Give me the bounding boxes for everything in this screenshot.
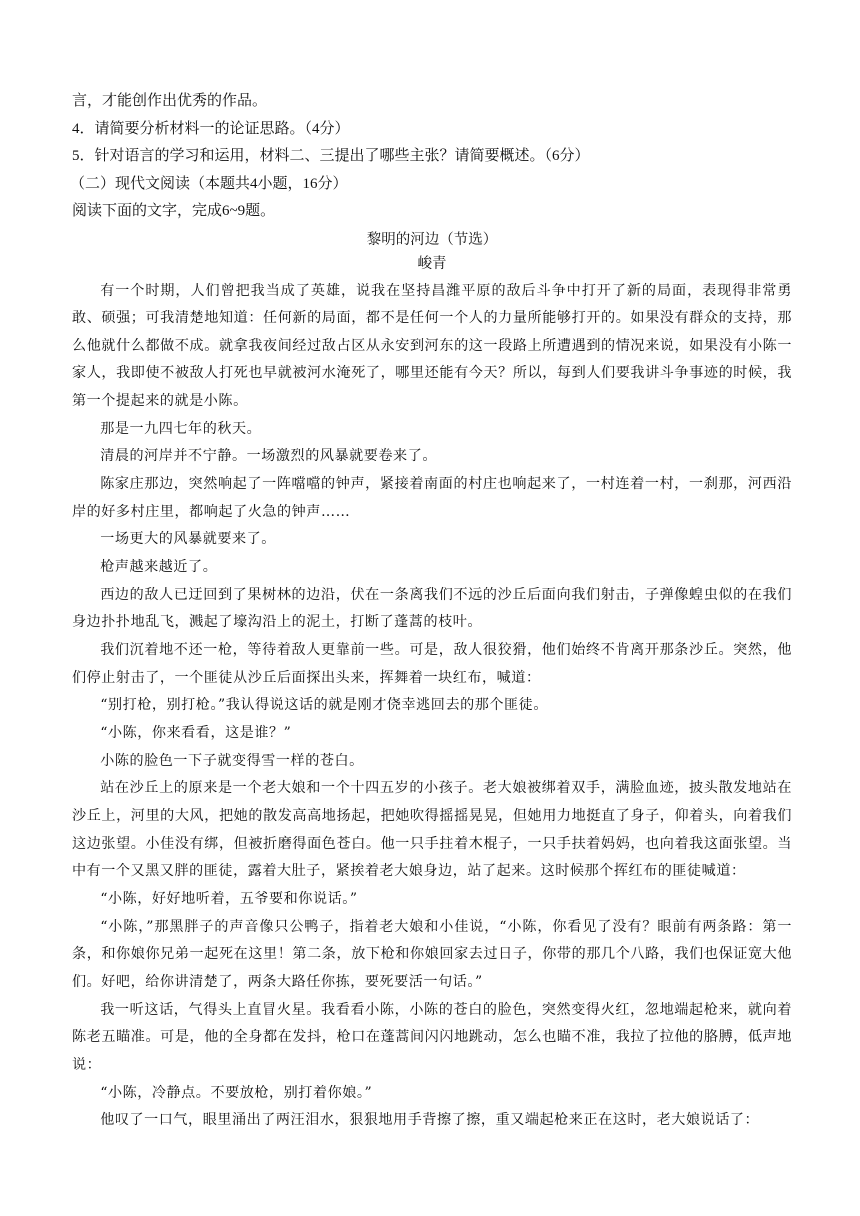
paragraph: 小陈的脸色一下子就变得雪一样的苍白。 [100, 752, 364, 769]
paragraph: “小陈，冷静点。不要放枪，别打着你娘。” [100, 1084, 373, 1101]
passage-body [72, 278, 792, 1135]
question-4: 4．请简要分析材料一的论证思路。（4分） [72, 120, 350, 137]
paragraph: 那是一九四七年的秋天。 [100, 420, 262, 437]
paragraph: 我们沉着地不还一枪，等待着敌人更靠前一些。可是，敌人很狡猾，他们始终不肯离开那条沙丘。突然，他们停止射击了，一个匪徒从沙丘后面探出头来，挥舞着一块红布，喊道： [72, 642, 792, 686]
paragraph: 西边的敌人已迂回到了果树林的边沿，伏在一条离我们不远的沙丘后面向我们射击，子弹像蝗虫似的在我们身边扑扑地乱飞，溅起了壕沟沿上的泥土，打断了蓬蒿的枝叶。 [72, 586, 792, 631]
paragraph: “小陈，你来看看，这是谁？” [100, 725, 292, 741]
paragraph: 站在沙丘上的原来是一个老大娘和一个十四五岁的小孩子。老大娘被绑着双手，满脸血迹，披头散发地站在沙丘上，河里的大风，把她的散发高高地扬起，把她吹得摇摇晃晃，但她用力地挺直了身子，仰着头，向着我们这边张望。小佳没有绑，但被折磨得面色苍白。他一只手拄着木棍子，一只手扶着妈妈，也向着我这面张望。当中有一个又黑又胖的匪徒，露着大肚子，紧挨着老大娘身边，站了起来。这时候那个挥红布的匪徒喊道： [72, 780, 792, 880]
paragraph: “小陈，”那黑胖子的声音像只公鸭子，指着老大娘和小佳说，“小陈，你看见了没有？眼前有两条路：第一条，和你娘你兄弟一起死在这里！第二条，放下枪和你娘回家去过日子，你带的那几个八路，我们也保证宽大他们。好吧，给你讲清楚了，两条大路任你拣，要死要活一句话。” [72, 918, 792, 990]
paragraph: 有一个时期，人们曾把我当成了英雄，说我在坚持昌潍平原的敌后斗争中打开了新的局面，表现得非常勇敢、硕强；可我清楚地知道：任何新的局面，都不是任何一个人的力量所能够打开的。如果没有群众的支持，那么他就什么都做不成。就拿我夜间经过敌占区从永安到河东的这一段路上所遭遇到的情况来说，如果没有小陈一家人，我即使不被敌人打死也早就被河水淹死了，哪里还能有今天？所以，每到人们要我讲斗争事迹的时候，我第一个提起来的就是小陈。 [72, 282, 792, 410]
document-page [72, 88, 792, 1135]
paragraph: 清晨的河岸并不宁静。一场激烈的风暴就要卷来了。 [100, 448, 437, 465]
paragraph: 枪声越来越近了。 [100, 559, 218, 576]
question-5: 5．针对语言的学习和运用，材料二、三提出了哪些主张？请简要概述。（6分） [72, 148, 590, 164]
passage-title: 黎明的河边（节选） [366, 231, 498, 248]
passage-author: 峻青 [417, 255, 447, 272]
paragraph: 一场更大的风暴就要来了。 [100, 531, 276, 548]
section-heading: （二）现代文阅读（本题共4小题，16分） [70, 175, 348, 192]
paragraph: 我一听这话，气得头上直冒火星。我看看小陈，小陈的苍白的脸色，突然变得火红，忽地端起枪来，就向着陈老五瞄准。可是，他的全身都在发抖，枪口在蓬蒿间闪闪地跳动，怎么也瞄不准，我拉了拉他的胳膊，低声地说： [72, 1001, 792, 1073]
paragraph: “别打枪，别打枪。”我认得说这话的就是刚才侥幸逃回去的那个匪徒。 [100, 697, 548, 714]
paragraph: “小陈，好好地听着，五爷要和你说话。” [100, 890, 358, 907]
section-instruction: 阅读下面的文字，完成6~9题。 [72, 203, 276, 219]
paragraph: 他叹了一口气，眼里涌出了两汪泪水，狠狠地用手背擦了擦，重又端起枪来正在这时，老大娘说话了： [100, 1112, 760, 1129]
paragraph: 陈家庄那边，突然响起了一阵噹噹的钟声，紧接着南面的村庄也响起来了，一村连着一村，一刹那，河西沿岸的好多村庄里，都响起了火急的钟声…… [72, 476, 792, 520]
continued-text: 言，才能创作出优秀的作品。 [72, 93, 268, 109]
